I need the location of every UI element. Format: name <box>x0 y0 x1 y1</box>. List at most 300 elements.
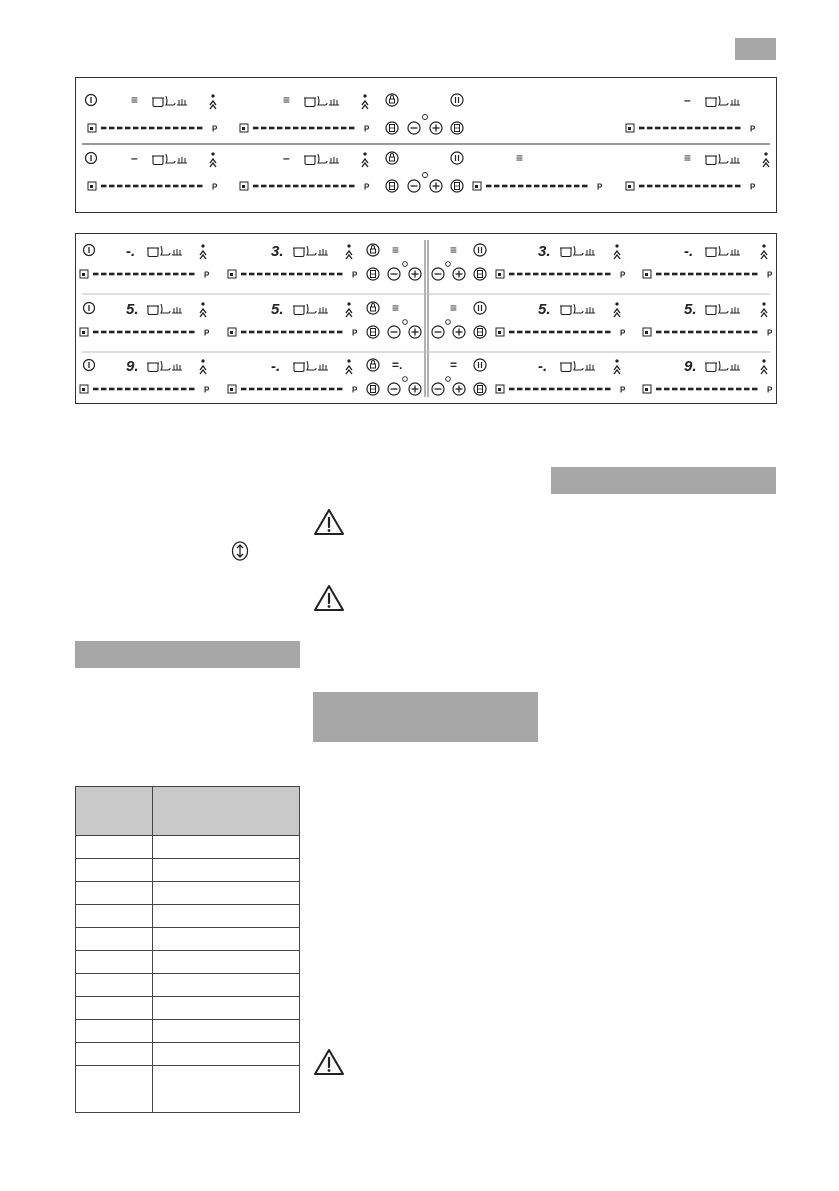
slider-segment <box>149 388 155 391</box>
cooking-function-icons <box>560 246 595 257</box>
slider-segment <box>679 127 685 130</box>
slider-end-label: P <box>204 385 210 395</box>
header-tab <box>735 38 776 60</box>
slider-segment <box>704 273 710 276</box>
bridge-icon <box>386 122 398 134</box>
pot-icon <box>561 248 571 257</box>
table-cell <box>153 882 300 905</box>
slider-segment <box>165 273 171 276</box>
slider-segment <box>688 273 694 276</box>
slider-segment <box>173 331 179 334</box>
slider-segment <box>680 388 686 391</box>
plus-button-icon <box>430 122 442 134</box>
slider-segment <box>541 331 547 334</box>
pot-icon <box>148 248 158 257</box>
slider-segment <box>542 185 548 188</box>
slider-segment <box>93 388 99 391</box>
slider-segment <box>647 185 653 188</box>
slider-segment <box>720 388 726 391</box>
zone-display-digit: 3. <box>271 243 284 260</box>
slider-segment <box>566 185 572 188</box>
minus-button-icon <box>432 383 444 395</box>
slider-segment <box>525 331 531 334</box>
table-cell <box>76 905 153 928</box>
slider-end-label: P <box>352 328 358 338</box>
slider-segment <box>582 185 588 188</box>
table-cell <box>153 1020 300 1043</box>
zone-display-digit: 5. <box>538 301 551 318</box>
slider-segment <box>341 185 347 188</box>
slider-segment <box>305 273 311 276</box>
slider-segment <box>281 388 287 391</box>
slider-segment <box>253 185 259 188</box>
slider-segment <box>321 331 327 334</box>
zone-display-digit: 3. <box>538 243 551 260</box>
slider-segment <box>712 331 718 334</box>
slider-segment <box>671 185 677 188</box>
slider-segment <box>281 331 287 334</box>
warning-triangle-icon <box>313 584 345 612</box>
minus-button-icon <box>432 326 444 338</box>
pan-icon <box>318 154 327 163</box>
slider-end-label: P <box>750 124 756 134</box>
keep-warm-icon <box>329 157 339 163</box>
keep-warm-icon <box>177 99 187 105</box>
section-header-mid-1 <box>313 692 538 742</box>
slider-segment <box>712 388 718 391</box>
cooking-function-icons <box>560 361 595 372</box>
slider-segment <box>680 331 686 334</box>
slider-segment <box>687 127 693 130</box>
slider-segment <box>597 388 603 391</box>
slider-segment <box>727 127 733 130</box>
slider-segment <box>289 273 295 276</box>
warning-triangle-icon <box>313 1048 345 1076</box>
power-boost-icon <box>210 94 216 109</box>
slider-segment <box>736 273 742 276</box>
slider-segment <box>541 388 547 391</box>
zone-display-digit: ≡ <box>392 301 400 315</box>
slider-segment <box>744 388 750 391</box>
pause-icon <box>474 359 486 371</box>
slider-segment <box>727 185 733 188</box>
slider-segment <box>671 127 677 130</box>
slider-end-label: P <box>767 385 773 395</box>
slider-segment <box>672 388 678 391</box>
slider-segment <box>517 273 523 276</box>
pot-icon <box>561 363 571 372</box>
zone-display-digit: ≡ <box>516 151 524 165</box>
slider-segment <box>149 127 155 130</box>
slider-segment <box>744 331 750 334</box>
slider-segment <box>589 388 595 391</box>
table-cell <box>76 1066 153 1113</box>
slider-segment <box>321 388 327 391</box>
plus-button-icon <box>453 383 465 395</box>
slider-segment <box>317 127 323 130</box>
slider-end-label: P <box>750 182 756 192</box>
power-icon <box>84 360 95 371</box>
table-cell <box>76 1020 153 1043</box>
keep-warm-icon <box>730 157 740 163</box>
table-cell <box>76 1043 153 1066</box>
pan-icon <box>166 96 175 105</box>
power-slider <box>88 124 218 134</box>
slider-segment <box>189 273 195 276</box>
slider-segment <box>125 185 131 188</box>
power-boost-icon <box>200 359 206 374</box>
power-slider <box>240 124 370 134</box>
minus-button-icon <box>388 268 400 280</box>
cooking-function-icons <box>293 304 328 315</box>
slider-segment <box>109 185 115 188</box>
slider-segment <box>309 185 315 188</box>
timer-menu-icon <box>474 326 486 338</box>
slider-segment <box>688 388 694 391</box>
slider-segment <box>695 127 701 130</box>
power-boost-icon <box>761 302 767 317</box>
slider-segment <box>241 273 247 276</box>
plus-button-icon <box>430 180 442 192</box>
table-row <box>76 974 300 997</box>
slider-segment <box>712 273 718 276</box>
slider-segment <box>249 331 255 334</box>
slider-end-label: P <box>767 328 773 338</box>
pan-icon <box>719 361 728 370</box>
slider-segment <box>197 185 203 188</box>
slider-segment <box>672 273 678 276</box>
power-boost-icon <box>362 152 368 167</box>
power-icon <box>84 245 95 256</box>
slider-segment <box>165 388 171 391</box>
slider-segment <box>541 273 547 276</box>
slider-segment <box>93 273 99 276</box>
slider-segment <box>728 388 734 391</box>
slider-segment <box>509 388 515 391</box>
slider-segment <box>133 388 139 391</box>
keep-warm-icon <box>318 364 328 370</box>
keep-warm-icon <box>172 249 182 255</box>
slider-segment <box>165 127 171 130</box>
slider-segment <box>704 388 710 391</box>
lock-icon <box>367 359 379 371</box>
table-row <box>76 951 300 974</box>
slider-segment <box>337 331 343 334</box>
slider-segment <box>285 127 291 130</box>
minus-button-icon <box>388 326 400 338</box>
pot-icon <box>561 306 571 315</box>
slider-segment <box>696 388 702 391</box>
slider-segment <box>565 273 571 276</box>
slider-segment <box>117 127 123 130</box>
bridge-icon <box>367 326 379 338</box>
slider-segment <box>533 388 539 391</box>
cooking-function-icons <box>705 304 740 315</box>
keep-warm-icon <box>730 307 740 313</box>
slider-segment <box>534 185 540 188</box>
table-cell <box>153 928 300 951</box>
keep-warm-icon <box>172 364 182 370</box>
keep-warm-icon <box>329 99 339 105</box>
slider-segment <box>241 331 247 334</box>
table-cell <box>153 997 300 1020</box>
slider-segment <box>711 185 717 188</box>
power-boost-icon <box>614 302 620 317</box>
table-row <box>76 1020 300 1043</box>
table-cell <box>76 859 153 882</box>
timer-icon <box>403 377 408 382</box>
slider-segment <box>293 127 299 130</box>
plus-button-icon <box>409 383 421 395</box>
slider-segment <box>265 273 271 276</box>
slider-end-label: P <box>352 270 358 280</box>
minus-button-icon <box>408 122 420 134</box>
slider-segment <box>509 273 515 276</box>
slider-segment <box>656 388 662 391</box>
power-boost-icon <box>210 152 216 167</box>
pot-icon <box>148 306 158 315</box>
slider-segment <box>189 331 195 334</box>
pot-icon <box>148 363 158 372</box>
slider-end-label: P <box>204 328 210 338</box>
slider-segment <box>679 185 685 188</box>
slider-segment <box>329 331 335 334</box>
slider-segment <box>341 127 347 130</box>
power-boost-icon <box>200 244 206 259</box>
lock-icon <box>386 94 398 106</box>
timer-icon <box>446 320 451 325</box>
power-boost-icon <box>362 94 368 109</box>
power-boost-icon <box>200 302 206 317</box>
slider-segment <box>325 127 331 130</box>
power-slider <box>626 124 756 134</box>
zone-display-digit: ≡ <box>450 243 458 257</box>
slider-segment <box>728 273 734 276</box>
table-row <box>76 1066 300 1113</box>
slider-end-label: P <box>364 182 370 192</box>
slider-segment <box>173 273 179 276</box>
slider-segment <box>141 388 147 391</box>
pan-icon <box>307 304 316 313</box>
slider-segment <box>157 331 163 334</box>
zone-display-digit: – <box>131 151 138 165</box>
slider-segment <box>289 331 295 334</box>
slider-segment <box>109 273 115 276</box>
power-slider <box>240 182 370 192</box>
table-row <box>76 1043 300 1066</box>
slider-segment <box>125 127 131 130</box>
power-boost-icon <box>761 244 767 259</box>
power-boost-icon <box>614 244 620 259</box>
scroll-updown-icon <box>231 541 249 561</box>
pan-icon <box>318 96 327 105</box>
slider-segment <box>605 273 611 276</box>
slider-segment <box>597 331 603 334</box>
slider-segment <box>125 331 131 334</box>
slider-segment <box>141 127 147 130</box>
timer-icon <box>446 377 451 382</box>
keep-warm-icon <box>585 249 595 255</box>
table-row <box>76 836 300 859</box>
control-panel-bottom-drawing <box>76 234 776 403</box>
slider-segment <box>672 331 678 334</box>
cooking-function-icons <box>705 154 740 165</box>
table-header-cell <box>76 787 153 836</box>
slider-segment <box>313 388 319 391</box>
keep-warm-icon <box>318 249 328 255</box>
slider-segment <box>518 185 524 188</box>
control-panel-top <box>75 77 777 213</box>
power-slider <box>473 182 603 192</box>
slider-segment <box>249 273 255 276</box>
pan-icon <box>574 246 583 255</box>
slider-segment <box>517 388 523 391</box>
cooking-function-icons <box>152 154 187 165</box>
pot-icon <box>294 306 304 315</box>
power-slider <box>228 328 358 338</box>
pan-icon <box>574 361 583 370</box>
pot-icon <box>706 98 716 107</box>
slider-segment <box>165 185 171 188</box>
slider-segment <box>550 185 556 188</box>
control-panel-top-drawing <box>76 78 776 212</box>
slider-segment <box>639 127 645 130</box>
table-header-cell <box>153 787 300 836</box>
slider-segment <box>752 331 758 334</box>
slider-segment <box>265 331 271 334</box>
slider-segment <box>656 331 662 334</box>
table-row <box>76 882 300 905</box>
slider-segment <box>277 127 283 130</box>
slider-segment <box>337 388 343 391</box>
slider-segment <box>141 331 147 334</box>
slider-segment <box>329 273 335 276</box>
slider-segment <box>533 273 539 276</box>
table-row <box>76 928 300 951</box>
table-cell <box>76 882 153 905</box>
zone-display-digit: 9. <box>684 358 697 375</box>
slider-segment <box>189 388 195 391</box>
zone-display-digit: – <box>684 93 691 107</box>
section-header-right-1 <box>551 467 776 494</box>
slider-segment <box>297 331 303 334</box>
slider-segment <box>117 331 123 334</box>
power-slider <box>88 182 218 192</box>
slider-segment <box>189 127 195 130</box>
slider-segment <box>117 388 123 391</box>
slider-segment <box>573 388 579 391</box>
slider-segment <box>273 273 279 276</box>
slider-end-label: P <box>212 124 218 134</box>
slider-segment <box>293 185 299 188</box>
slider-segment <box>509 331 515 334</box>
slider-segment <box>109 331 115 334</box>
slider-segment <box>241 388 247 391</box>
table-cell <box>153 905 300 928</box>
slider-segment <box>703 185 709 188</box>
slider-segment <box>337 273 343 276</box>
slider-segment <box>157 185 163 188</box>
table-row <box>76 859 300 882</box>
bridge-icon <box>367 268 379 280</box>
slider-segment <box>181 388 187 391</box>
power-slider <box>80 385 210 395</box>
slider-segment <box>265 388 271 391</box>
pan-icon <box>719 304 728 313</box>
slider-segment <box>349 127 355 130</box>
table-cell <box>153 859 300 882</box>
cooking-function-icons <box>705 246 740 257</box>
slider-segment <box>257 331 263 334</box>
slider-segment <box>101 331 107 334</box>
slider-segment <box>605 331 611 334</box>
slider-segment <box>297 388 303 391</box>
slider-segment <box>181 273 187 276</box>
slider-segment <box>333 185 339 188</box>
slider-segment <box>133 331 139 334</box>
slider-segment <box>557 331 563 334</box>
timer-icon <box>423 115 428 120</box>
slider-segment <box>173 185 179 188</box>
slider-segment <box>510 185 516 188</box>
slider-segment <box>277 185 283 188</box>
slider-segment <box>680 273 686 276</box>
slider-segment <box>181 127 187 130</box>
slider-segment <box>101 127 107 130</box>
slider-segment <box>309 127 315 130</box>
keep-warm-icon <box>172 307 182 313</box>
power-level-table <box>75 786 300 1113</box>
pot-icon <box>294 248 304 257</box>
cooking-function-icons <box>304 96 339 107</box>
minus-button-icon <box>388 383 400 395</box>
power-slider <box>496 328 626 338</box>
pan-icon <box>161 246 170 255</box>
power-slider <box>228 270 358 280</box>
slider-segment <box>735 185 741 188</box>
plus-button-icon <box>409 326 421 338</box>
timer-icon <box>423 173 428 178</box>
plus-button-icon <box>453 268 465 280</box>
slider-segment <box>261 185 267 188</box>
slider-segment <box>525 273 531 276</box>
slider-segment <box>589 331 595 334</box>
slider-segment <box>101 388 107 391</box>
keep-warm-icon <box>585 307 595 313</box>
cooking-function-icons <box>304 154 339 165</box>
slider-segment <box>517 331 523 334</box>
cooking-function-icons <box>293 361 328 372</box>
slider-segment <box>703 127 709 130</box>
slider-segment <box>149 331 155 334</box>
bridge-icon <box>386 180 398 192</box>
slider-end-label: P <box>364 124 370 134</box>
power-slider <box>643 270 773 280</box>
slider-segment <box>720 273 726 276</box>
pot-icon <box>305 98 315 107</box>
power-slider <box>643 385 773 395</box>
slider-segment <box>589 273 595 276</box>
cooking-function-icons <box>293 246 328 257</box>
pan-icon <box>307 361 316 370</box>
slider-segment <box>101 185 107 188</box>
cooking-function-icons <box>560 304 595 315</box>
slider-end-label: P <box>620 328 626 338</box>
slider-segment <box>573 331 579 334</box>
power-boost-icon <box>346 244 352 259</box>
slider-segment <box>525 388 531 391</box>
slider-end-label: P <box>597 182 603 192</box>
